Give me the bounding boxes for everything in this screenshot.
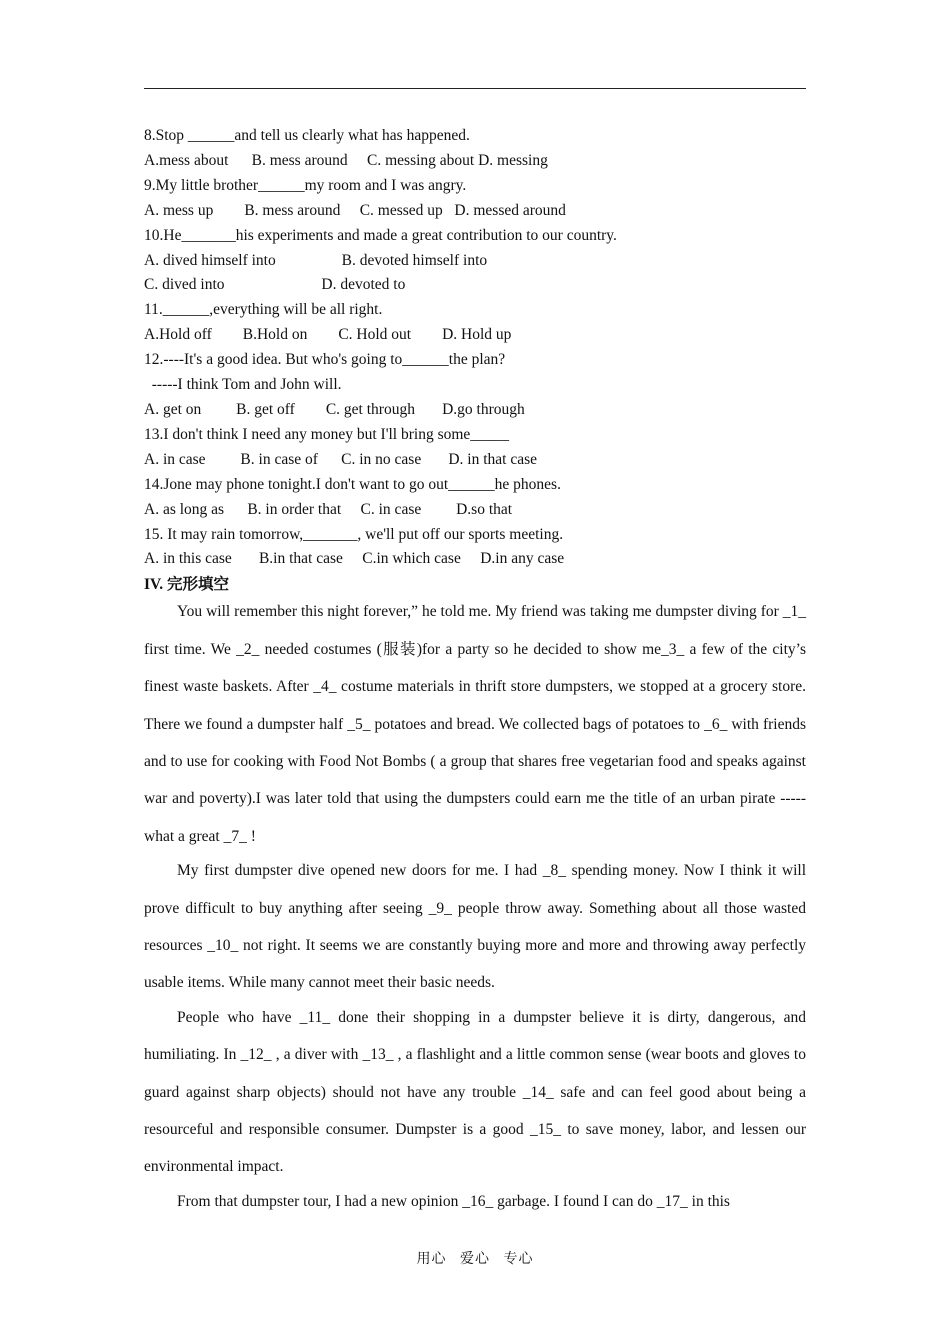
question-14-options: A. as long as B. in order that C. in case D.so that bbox=[144, 500, 513, 518]
question-15-options: A. in this case B.in that case C.in which case D.in any case bbox=[144, 550, 565, 568]
question-12-options: A. get on B. get off C. get through D.go through bbox=[144, 400, 525, 418]
cloze-paragraph-2: My first dumpster dive opened new doors for me. I had _8_ spending money. Now I think it will prove difficult to buy anything after seeing _9_ people throw away. Something about all those wasted resources _10_ not right. It seems we are constantly buying more and more and throwing away perfectly usable items. While many cannot meet their basic needs. bbox=[144, 862, 806, 992]
question-14: 14.Jone may phone tonight.I don't want to go out______he phones. bbox=[144, 475, 561, 493]
question-8: 8.Stop ______and tell us clearly what has happened. bbox=[144, 127, 470, 144]
question-12-reply: -----I think Tom and John will. bbox=[144, 376, 342, 394]
question-9: 9.My little brother______my room and I was angry. bbox=[144, 176, 467, 194]
question-11-options: A.Hold off B.Hold on C. Hold out D. Hold up bbox=[144, 326, 512, 344]
question-8-options: A.mess about B. mess around C. messing about D. messing bbox=[144, 151, 548, 169]
question-10: 10.He_______his experiments and made a great contribution to our country. bbox=[144, 226, 617, 244]
question-12: 12.----It's a good idea. But who's going to______the plan? bbox=[144, 351, 506, 369]
section-title: IV. 完形填空 bbox=[144, 576, 229, 594]
question-10-options-ab: A. dived himself into B. devoted himself into bbox=[144, 251, 488, 269]
page-footer: 用心 爱心 专心 bbox=[416, 1251, 534, 1267]
question-15: 15. It may rain tomorrow,_______, we'll put off our sports meeting. bbox=[144, 525, 564, 543]
question-9-options: A. mess up B. mess around C. messed up D. messed around bbox=[144, 201, 566, 219]
question-13-options: A. in case B. in case of C. in no case D. in that case bbox=[144, 450, 538, 468]
cloze-paragraph-1: You will remember this night forever,” he told me. My friend was taking me dumpster diving for _1_ first time. We _2_ needed costumes (服装)for a party so he decided to show me_3_ a few of the city’s finest waste baskets. After _4_ costume materials in thrift store dumpsters, we stopped at a grocery store. There we found a dumpster half _5_ potatoes and bread. We collected bags of potatoes to _6_ with friends and to use for cooking with Food Not Bombs ( a group that shares free vegetarian food and speaks against war and poverty).I was later told that using the dumpsters could earn me the title of an urban pirate -----what a great _7_ ! bbox=[144, 603, 806, 845]
document-body bbox=[144, 124, 806, 1220]
cloze-paragraph-3: People who have _11_ done their shopping in a dumpster believe it is dirty, dangerous, and humiliating. In _12_ , a diver with _13_ , a flashlight and a little common sense (wear boots and gloves to guard against sharp objects) should not have any trouble _14_ safe and can feel good about being a resourceful and responsible consumer. Dumpster is a good _15_ to save money, labor, and lessen our environmental impact. bbox=[144, 1008, 806, 1176]
cloze-paragraph-4: From that dumpster tour, I had a new opinion _16_ garbage. I found I can do _17_ in this bbox=[177, 1192, 730, 1210]
question-10-options-cd: C. dived into D. devoted to bbox=[144, 276, 406, 294]
header-rule bbox=[144, 88, 806, 89]
question-11: 11.______,everything will be all right. bbox=[144, 301, 383, 319]
question-13: 13.I don't think I need any money but I'll bring some_____ bbox=[144, 425, 510, 443]
